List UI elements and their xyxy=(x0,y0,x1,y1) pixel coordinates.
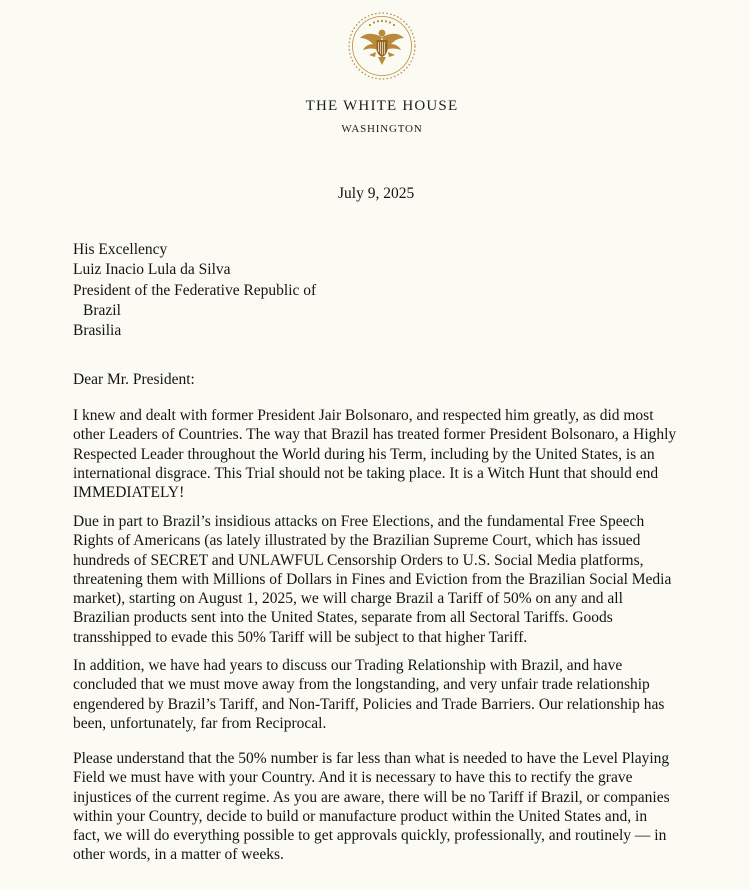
paragraph-line: Rights of Americans (as lately illustrated by the Brazilian Supreme Court, which has issued xyxy=(73,532,641,550)
body-paragraph xyxy=(73,656,713,733)
letterhead-subtitle: WASHINGTON xyxy=(341,123,423,135)
paragraph-line: In addition, we have had years to discuss our Trading Relationship with Brazil, and have xyxy=(73,657,623,674)
paragraph-line: international disgrace. This Trial should not be taking place. It is a Witch Hunt that should end xyxy=(73,464,659,482)
paragraph-line: other words, in a matter of weeks. xyxy=(73,846,284,864)
addressee-line: His Excellency xyxy=(73,241,168,258)
paragraph-line: Respected Leader throughout the World during his Term, including by the United States, is an xyxy=(73,445,655,463)
body-paragraph xyxy=(73,512,713,647)
paragraph-line: been, unfortunately, far from Reciprocal. xyxy=(73,714,327,732)
paragraph-line: Due in part to Brazil’s insidious attacks on Free Elections, and the fundamental Free Speech xyxy=(73,513,645,530)
paragraph-line: IMMEDIATELY! xyxy=(73,484,185,502)
paragraph-line: transshipped to evade this 50% Tariff will be subject to that higher Tariff. xyxy=(73,628,528,646)
paragraph-line: within your Country, decide to build or manufacture product within the United States and, in xyxy=(73,807,648,825)
salutation: Dear Mr. President: xyxy=(73,371,195,388)
addressee-line: Luiz Inacio Lula da Silva xyxy=(73,261,231,279)
body-paragraph xyxy=(73,749,713,865)
paragraph-line: I knew and dealt with former President Jair Bolsonaro, and respected him greatly, as did most xyxy=(73,407,654,424)
paragraph-line: injustices of the current regime. As you are aware, there will be no Tariff if Brazil, or companies xyxy=(73,788,670,806)
paragraph-line: Field we must have with your Country. And it is necessary to have this to rectify the grave xyxy=(73,769,633,787)
paragraph-line: market), starting on August 1, 2025, we will charge Brazil a Tariff of 50% on any and all xyxy=(73,590,623,608)
paragraph-line: fact, we will do everything possible to get approvals quickly, professionally, and routinely — in xyxy=(73,827,667,845)
addressee-line: President of the Federative Republic of xyxy=(73,281,317,299)
paragraph-line: concluded that we must move away from the longstanding, and very unfair trade relationship xyxy=(73,676,650,694)
paragraph-line: engendered by Brazil’s Tariff, and Non-Tariff, Policies and Trade Barriers. Our relationship has xyxy=(73,695,665,713)
addressee-line: Brasilia xyxy=(73,322,122,340)
paragraph-line: other Leaders of Countries. The way that Brazil has treated former President Bolsonaro, a Highly xyxy=(73,426,677,444)
addressee-block xyxy=(73,240,316,341)
addressee-line: Brazil xyxy=(83,301,121,319)
paragraph-line: Please understand that the 50% number is far less than what is needed to have the Level Playing xyxy=(73,750,670,767)
letter-date: July 9, 2025 xyxy=(338,185,415,202)
letterhead-title: THE WHITE HOUSE xyxy=(305,98,459,114)
paragraph-line: hundreds of SECRET and UNLAWFUL Censorship Orders to U.S. Social Media platforms, xyxy=(73,551,644,569)
presidential-seal-icon xyxy=(347,11,417,81)
body-paragraph xyxy=(73,406,713,502)
paragraph-line: Brazilian products sent into the United States, separate from all Sectoral Tariffs. Goods xyxy=(73,609,613,627)
paragraph-line: threatening them with Millions of Dollars in Fines and Eviction from the Brazilian Social Media xyxy=(73,570,672,588)
